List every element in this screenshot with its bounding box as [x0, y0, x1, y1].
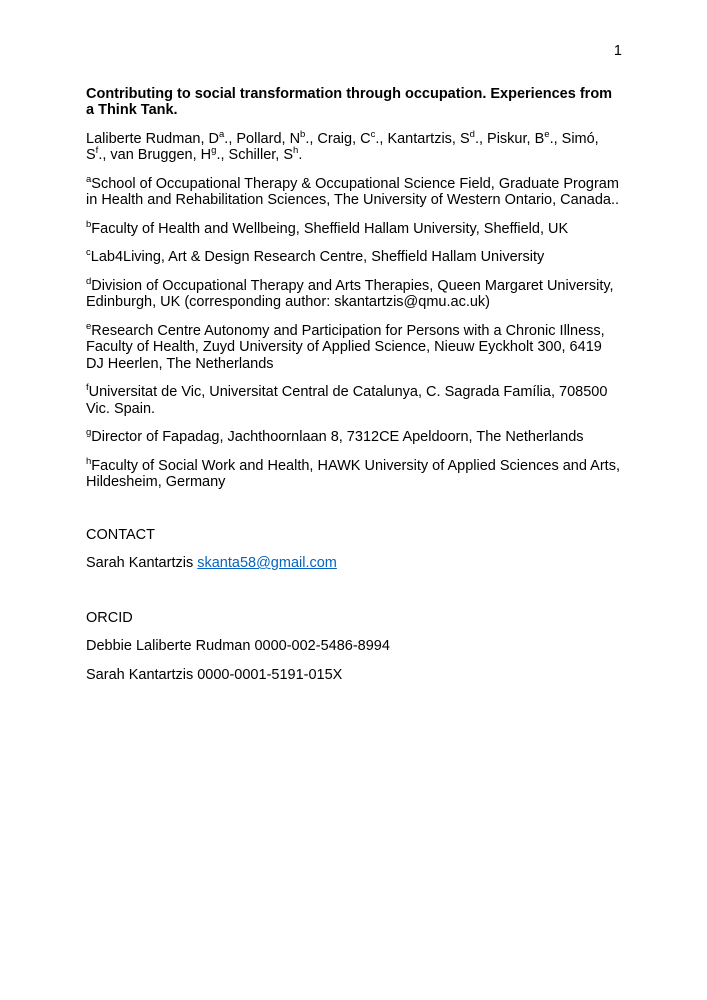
affiliation-marker-a: a — [86, 173, 92, 185]
affiliation-text-f: Universitat de Vic, Universitat Central de Catalunya, C. Sagrada Família, 708500 Vic. Spain. — [86, 384, 608, 417]
blank-space — [86, 584, 622, 610]
author-superscript: b — [300, 128, 306, 140]
affiliation-marker-e: e — [86, 320, 92, 332]
affiliation-text-c: Lab4Living, Art & Design Research Centre, Sheffield Hallam University — [90, 249, 545, 265]
contact-name: Sarah Kantartzis — [86, 555, 198, 571]
contact-heading: CONTACT — [86, 526, 156, 543]
blank-space — [86, 503, 622, 527]
affiliation-text-d: Division of Occupational Therapy and Arts Therapies, Queen Margaret University, Edinburgh, UK (corresponding author: skantartzis@qmu.ac.uk) — [86, 277, 614, 310]
author-superscript: d — [469, 128, 475, 140]
author-text: ., Piskur, B — [474, 130, 545, 147]
orcid-entry: Debbie Laliberte Rudman 0000-002-5486-8994 — [86, 638, 390, 654]
author-text: ., Pollard, N — [224, 130, 301, 147]
author-superscript: c — [370, 128, 376, 140]
author-text: . — [298, 147, 303, 163]
affiliation-marker-d: d — [86, 275, 92, 287]
author-text: Laliberte Rudman, D — [86, 130, 219, 147]
contact-line — [86, 555, 622, 572]
affiliation-c — [86, 249, 622, 266]
author-text: ., Kantartzis, S — [375, 130, 470, 147]
author-text: ., van Bruggen, H — [98, 147, 212, 163]
affiliation-b — [86, 218, 622, 238]
author-line — [86, 128, 622, 164]
author-superscript: a — [219, 128, 225, 140]
affiliation-f — [86, 384, 622, 417]
affiliation-d — [86, 275, 622, 311]
author-text: ., Simó, S — [86, 130, 599, 163]
affiliation-marker-h: h — [86, 455, 92, 467]
author-text: ., Craig, C — [305, 130, 371, 147]
orcid-entry: Sarah Kantartzis 0000-0001-5191-015X — [86, 666, 343, 683]
affiliation-e — [86, 320, 622, 373]
author-superscript: g — [211, 145, 217, 157]
author-superscript: f — [95, 145, 99, 157]
page-number: 1 — [613, 43, 622, 59]
author-text: ., Schiller, S — [216, 147, 294, 163]
affiliation-text-e: Research Centre Autonomy and Participation for Persons with a Chronic Illness, Faculty of Health, Zuyd University of Applied Science, Nieuw Eyckholt 300, 6419 DJ Heerlen, The Netherlands — [86, 322, 605, 372]
orcid-heading: ORCID — [86, 609, 133, 626]
affiliation-marker-f: f — [86, 382, 89, 394]
affiliation-marker-g: g — [86, 427, 92, 439]
affiliation-a — [86, 173, 622, 209]
affiliation-text-h: Faculty of Social Work and Health, HAWK University of Applied Sciences and Arts, Hildesheim, Germany — [86, 457, 620, 490]
affiliation-h — [86, 455, 622, 491]
affiliation-text-b: Faculty of Health and Wellbeing, Sheffield Hallam University, Sheffield, UK — [91, 220, 569, 237]
affiliation-g — [86, 429, 622, 446]
affiliation-marker-c: c — [86, 247, 91, 259]
author-superscript: e — [544, 128, 550, 140]
affiliation-marker-b: b — [86, 218, 92, 230]
paper-title: Contributing to social transformation through occupation. Experiences from a Think Tank. — [86, 85, 613, 118]
contact-email-link[interactable]: skanta58@gmail.com — [197, 555, 337, 571]
author-superscript: h — [293, 145, 299, 157]
affiliation-text-g: Director of Fapadag, Jachthoornlaan 8, 7312CE Apeldoorn, The Netherlands — [91, 429, 584, 445]
affiliation-text-a: School of Occupational Therapy & Occupational Science Field, Graduate Program in Health and Rehabilitation Sciences, The University of Western Ontario, Canada.. — [86, 175, 620, 208]
